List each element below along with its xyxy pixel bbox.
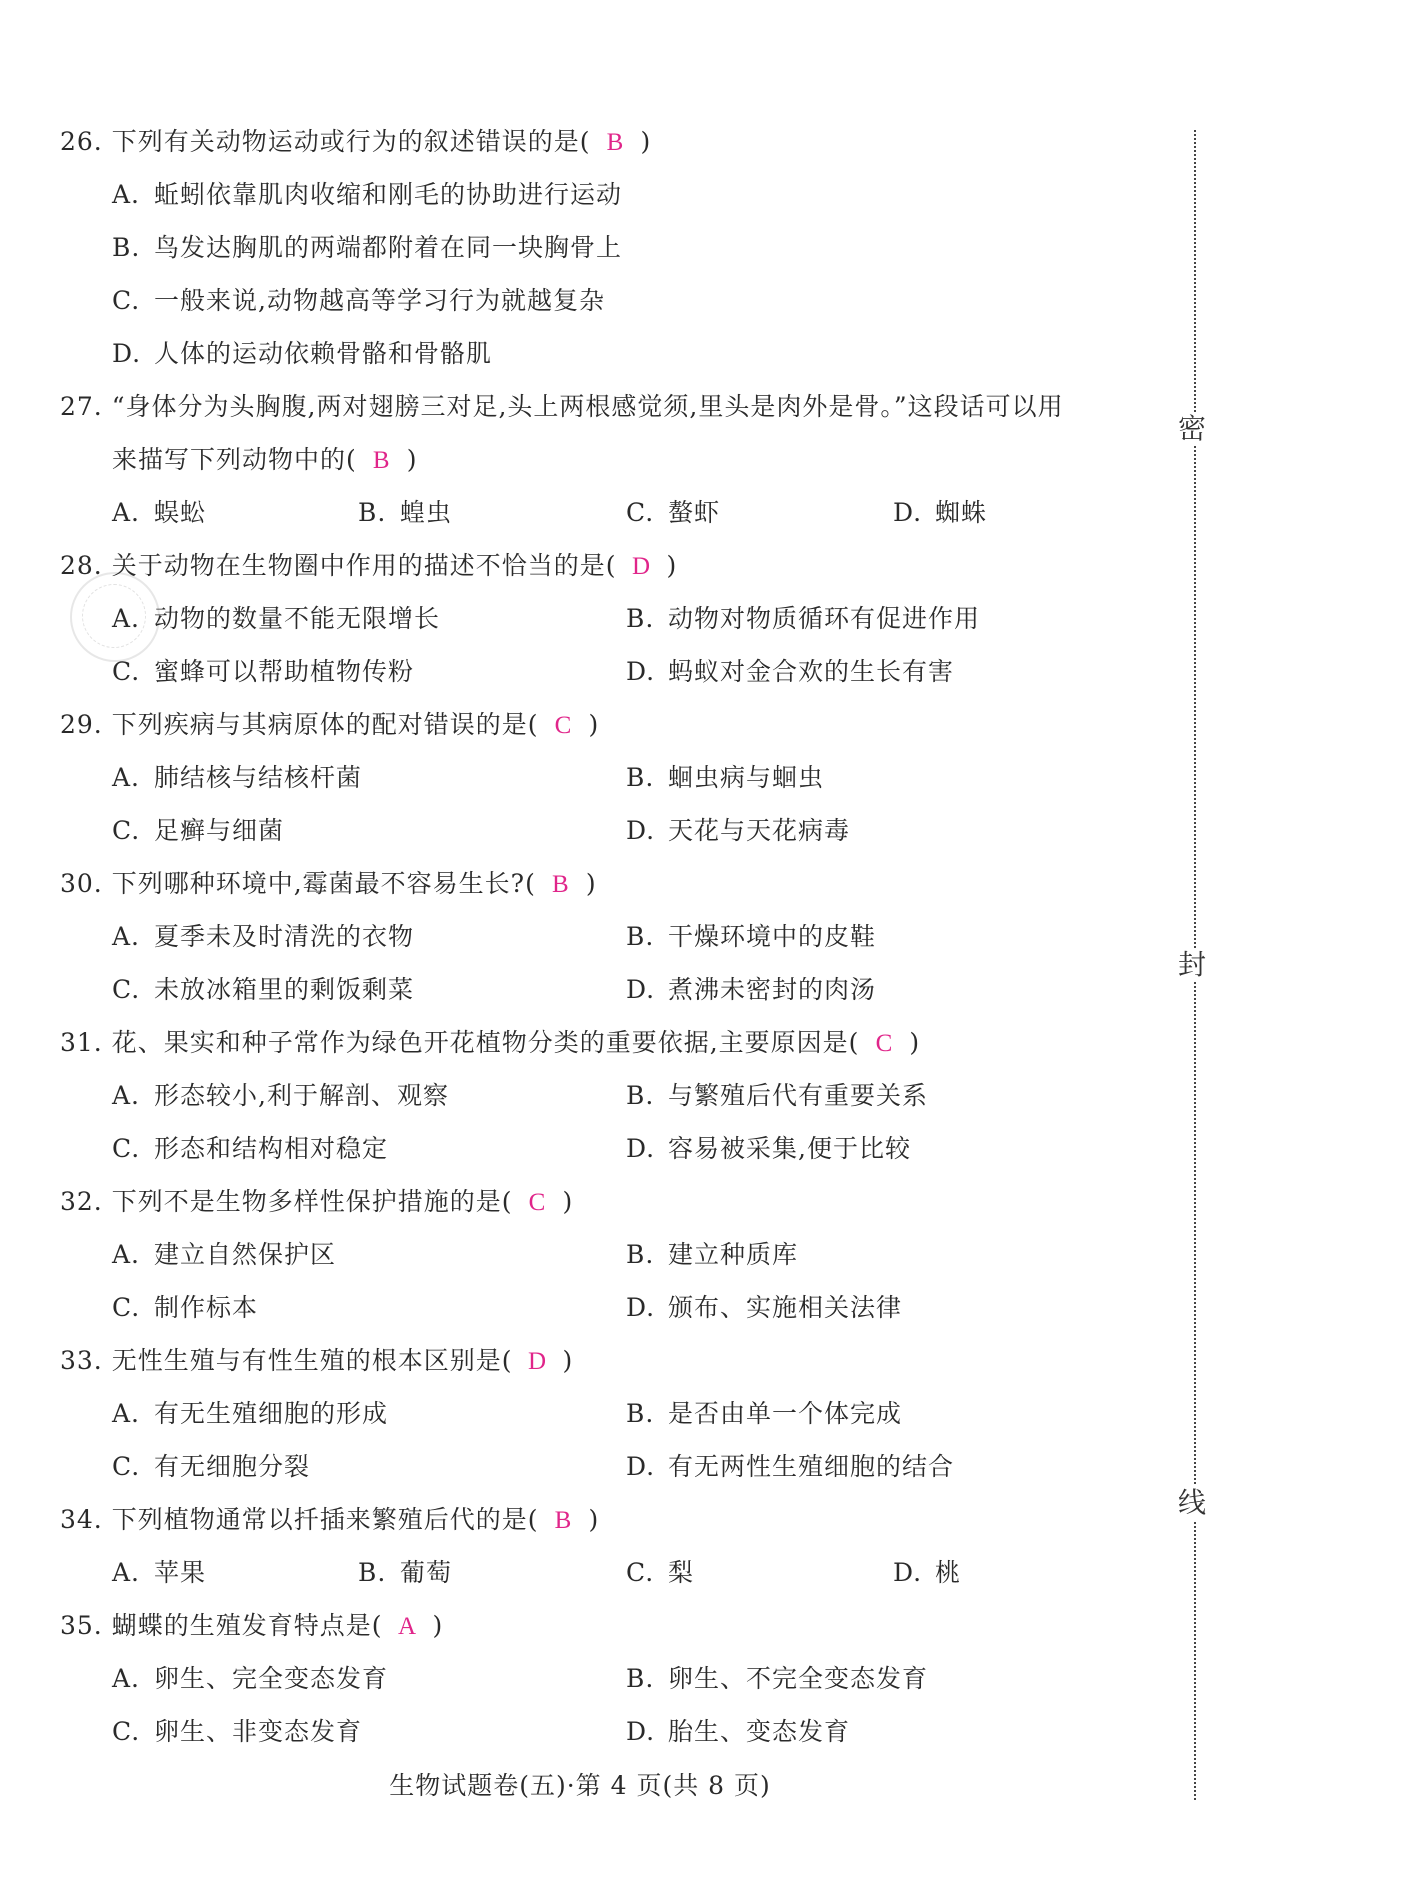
question-35-stem: 35. 蝴蝶的生殖发育特点是( A ) [60, 1608, 443, 1645]
question-26-stem: 26. 下列有关动物运动或行为的叙述错误的是( B ) [60, 124, 651, 161]
option-35-b: B. 卵生、不完全变态发育 [626, 1664, 929, 1693]
option-34-d: D. 桃 [893, 1558, 962, 1587]
option-33-a: A. 有无生殖细胞的形成 [112, 1399, 389, 1428]
option-27-c: C. 螯虾 [626, 498, 721, 527]
answer-27: B [372, 447, 391, 474]
binding-char-feng: 封 [1178, 948, 1207, 981]
question-34-stem: 34. 下列植物通常以扦插来繁殖后代的是( B ) [60, 1502, 599, 1539]
answer-34: B [554, 1507, 573, 1534]
option-30-b: B. 干燥环境中的皮鞋 [626, 922, 877, 951]
option-30-d: D. 煮沸未密封的肉汤 [626, 975, 877, 1004]
option-35-a: A. 卵生、完全变态发育 [112, 1664, 389, 1693]
option-33-b: B. 是否由单一个体完成 [626, 1399, 903, 1428]
question-33-stem: 33. 无性生殖与有性生殖的根本区别是( D ) [60, 1343, 573, 1380]
answer-31: C [875, 1030, 894, 1057]
question-28-stem: 28. 关于动物在生物圈中作用的描述不恰当的是( D ) [60, 548, 677, 585]
answer-33: D [527, 1348, 548, 1375]
option-32-c: C. 制作标本 [112, 1293, 259, 1322]
answer-30: B [551, 871, 570, 898]
answer-26: B [606, 129, 625, 156]
option-26-b: B. 鸟发达胸肌的两端都附着在同一块胸骨上 [112, 233, 623, 262]
answer-35: A [397, 1613, 418, 1640]
option-26-a: A. 蚯蚓依靠肌肉收缩和刚毛的协助进行运动 [112, 180, 623, 209]
option-28-b: B. 动物对物质循环有促进作用 [626, 604, 981, 633]
question-29-stem: 29. 下列疾病与其病原体的配对错误的是( C ) [60, 707, 599, 744]
question-27-stem: 27. “身体分为头胸腹,两对翅膀三对足,头上两根感觉须,里头是肉外是骨。”这段话可以用 [60, 392, 1064, 421]
option-34-b: B. 葡萄 [358, 1558, 453, 1587]
binding-char-xian: 线 [1178, 1486, 1207, 1519]
option-34-a: A. 苹果 [112, 1558, 207, 1587]
option-32-b: B. 建立种质库 [626, 1240, 799, 1269]
option-33-c: C. 有无细胞分裂 [112, 1452, 311, 1481]
option-28-c: C. 蜜蜂可以帮助植物传粉 [112, 657, 415, 686]
option-33-d: D. 有无两性生殖细胞的结合 [626, 1452, 955, 1481]
option-30-a: A. 夏季未及时清洗的衣物 [112, 922, 415, 951]
option-26-d: D. 人体的运动依赖骨骼和骨骼肌 [112, 339, 493, 368]
option-27-d: D. 蜘蛛 [893, 498, 988, 527]
question-31-stem: 31. 花、果实和种子常作为绿色开花植物分类的重要依据,主要原因是( C ) [60, 1025, 920, 1062]
option-34-c: C. 梨 [626, 1558, 695, 1587]
page-footer: 生物试题卷(五)·第 4 页(共 8 页) [389, 1771, 771, 1800]
option-31-d: D. 容易被采集,便于比较 [626, 1134, 911, 1163]
question-32-stem: 32. 下列不是生物多样性保护措施的是( C ) [60, 1184, 573, 1221]
option-35-c: C. 卵生、非变态发育 [112, 1717, 363, 1746]
option-29-a: A. 肺结核与结核杆菌 [112, 763, 363, 792]
option-32-a: A. 建立自然保护区 [112, 1240, 337, 1269]
option-29-b: B. 蛔虫病与蛔虫 [626, 763, 825, 792]
option-31-c: C. 形态和结构相对稳定 [112, 1134, 389, 1163]
answer-29: C [554, 712, 573, 739]
binding-char-mi: 密 [1178, 412, 1207, 445]
option-31-b: B. 与繁殖后代有重要关系 [626, 1081, 929, 1110]
option-30-c: C. 未放冰箱里的剩饭剩菜 [112, 975, 415, 1004]
option-35-d: D. 胎生、变态发育 [626, 1717, 851, 1746]
option-27-a: A. 蜈蚣 [112, 498, 207, 527]
answer-32: C [528, 1189, 547, 1216]
option-31-a: A. 形态较小,利于解剖、观察 [112, 1081, 449, 1110]
question-27-stem-cont: 来描写下列动物中的( B ) [112, 442, 418, 479]
option-29-d: D. 天花与天花病毒 [626, 816, 851, 845]
option-29-c: C. 足癣与细菌 [112, 816, 285, 845]
option-28-a: A. 动物的数量不能无限增长 [112, 604, 441, 633]
option-27-b: B. 蝗虫 [358, 498, 453, 527]
option-32-d: D. 颁布、实施相关法律 [626, 1293, 903, 1322]
question-30-stem: 30. 下列哪种环境中,霉菌最不容易生长?( B ) [60, 866, 597, 903]
answer-28: D [631, 553, 652, 580]
option-26-c: C. 一般来说,动物越高等学习行为就越复杂 [112, 286, 605, 315]
option-28-d: D. 蚂蚁对金合欢的生长有害 [626, 657, 955, 686]
